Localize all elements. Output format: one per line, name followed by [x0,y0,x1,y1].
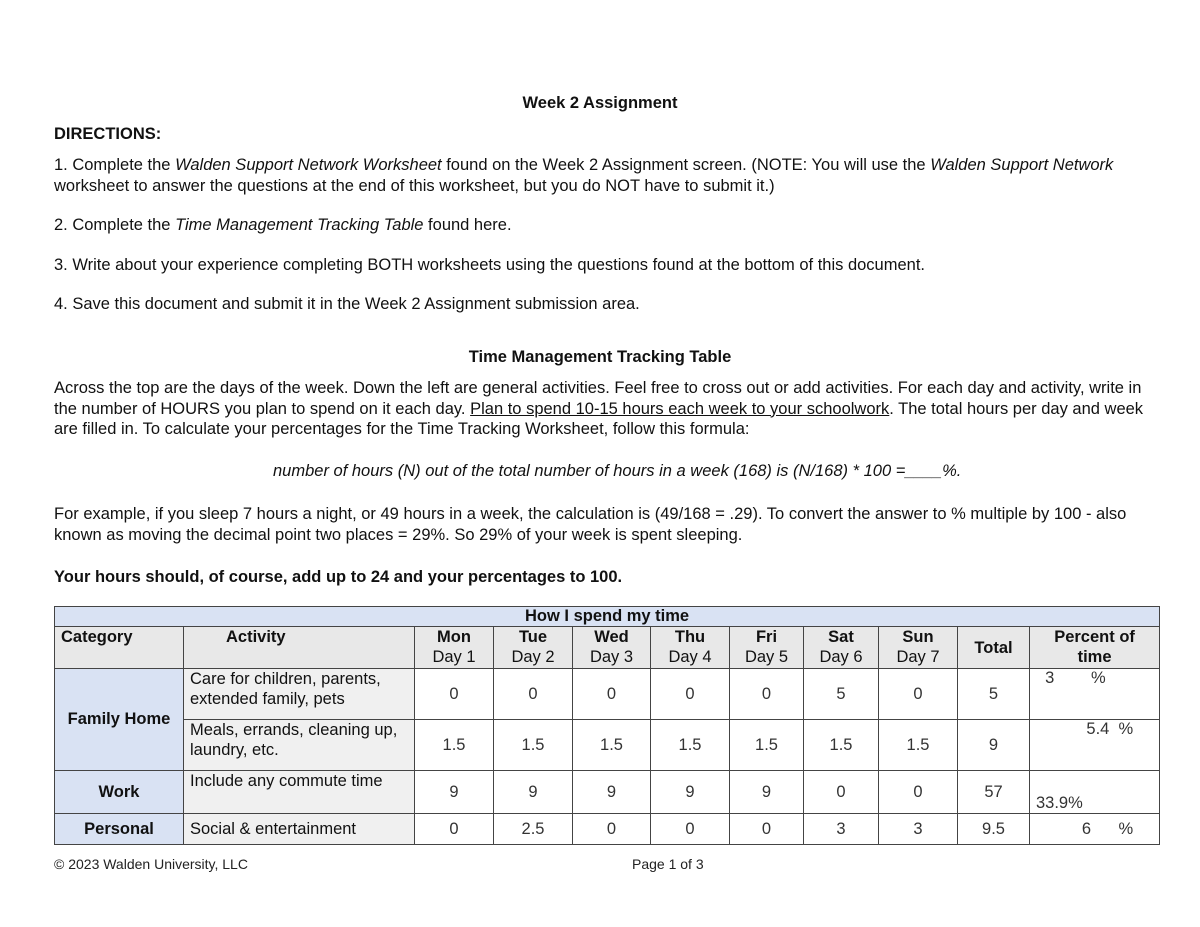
day-sub: Day 2 [511,648,555,666]
direction-1-text-a: 1. Complete the [54,156,176,174]
value-cell: 0 [573,814,651,845]
day-sub: Day 7 [896,648,940,666]
direction-2-table-name: Time Management Tracking Table [175,216,424,234]
direction-1-network-name: Walden Support Network [930,156,1114,174]
category-cell: Personal [55,814,184,845]
direction-1-worksheet-name: Walden Support Network Worksheet [175,156,442,174]
value-cell: 1.5 [730,720,804,771]
direction-4: 4. Save this document and submit it in the Week 2 Assignment submission area. [54,295,640,313]
value-cell: 1.5 [651,720,730,771]
example-paragraph: For example, if you sleep 7 hours a night, or 49 hours in a week, the calculation is (49/168 = .29). To convert the answer to % multiple by 100 - also known as moving the decimal point two places = 29%. So 29% of your week is spent sleeping. [54,505,1127,544]
direction-2-text-c: found here. [423,216,512,234]
activity-cell: Social & entertainment [184,814,415,845]
value-cell: 0 [879,771,958,814]
time-tracking-table [54,606,1160,845]
table-row [55,720,1160,771]
direction-2-text-a: 2. Complete the [54,216,176,234]
page-title: Week 2 Assignment [522,94,678,112]
value-cell: 1.5 [804,720,879,771]
col-day [415,627,494,669]
value-cell: 1.5 [494,720,573,771]
direction-1-text-c: found on the Week 2 Assignment screen. (NOTE: You will use the [441,156,931,174]
value-cell: 0 [415,669,494,720]
direction-3: 3. Write about your experience completing BOTH worksheets using the questions found at the bottom of this document. [54,256,926,274]
activity-cell: Meals, errands, cleaning up, laundry, etc. [184,720,415,771]
value-cell: 9 [730,771,804,814]
col-total: Total [958,627,1030,669]
day-sub: Day 3 [589,648,634,666]
value-cell: 0 [804,771,879,814]
direction-1-text-e: worksheet to answer the questions at the end of this worksheet, but you do NOT have to submit it.) [54,176,775,195]
day-sub: Day 5 [744,648,789,666]
percent-cell: 3 % [1030,669,1160,720]
directions-label: DIRECTIONS: [54,125,162,143]
value-cell: 0 [415,814,494,845]
value-cell: 3 [804,814,879,845]
percent-cell: 5.4 % [1030,720,1160,771]
col-day [804,627,879,669]
col-day [494,627,573,669]
table-row [55,771,1160,814]
day-name: Mon [437,628,471,646]
direction-2 [54,215,1144,236]
value-cell: 9 [651,771,730,814]
footer-copyright: © 2023 Walden University, LLC [54,856,248,872]
day-name: Tue [518,628,548,646]
day-name: Thu [674,628,706,646]
day-name: Sun [902,628,934,646]
table-row [55,669,1160,720]
value-cell: 0 [494,669,573,720]
day-name: Wed [594,628,629,646]
day-name: Fri [755,628,778,646]
col-percent: Percent of time [1030,627,1160,669]
intro-text-a: Across the top are the days of the week. Down the left are general activities. Feel free to cross out or add activities. For each day and activity, write in the number of HOURS you plan to spend on it each day. [54,379,1142,418]
percent-cell: 6 % [1030,814,1160,845]
section-title: Time Management Tracking Table [468,348,732,366]
day-name: Sat [828,628,854,646]
intro-text-b: . The total hours per day and week are filled in. To calculate your percentages for the Time Tracking Worksheet, follow this formula: [54,399,1144,438]
value-cell: 9 [573,771,651,814]
col-day [879,627,958,669]
total-cell: 57 [958,771,1030,814]
col-category: Category [55,627,184,669]
percent-cell: 33.9% [1030,771,1160,814]
value-cell: 0 [651,814,730,845]
category-cell: Family Home [55,669,184,771]
value-cell: 0 [573,669,651,720]
col-activity: Activity [184,627,415,669]
value-cell: 2.5 [494,814,573,845]
value-cell: 5 [804,669,879,720]
value-cell: 1.5 [573,720,651,771]
day-sub: Day 6 [819,648,863,666]
table-row [55,814,1160,845]
category-cell: Work [55,771,184,814]
table-caption: How I spend my time [55,607,1160,627]
total-cell: 5 [958,669,1030,720]
footer-page-number: Page 1 of 3 [632,856,704,872]
col-day [730,627,804,669]
value-cell: 9 [415,771,494,814]
value-cell: 0 [879,669,958,720]
activity-cell: Care for children, parents, extended family, pets [184,669,415,720]
col-day [573,627,651,669]
value-cell: 0 [730,669,804,720]
day-sub: Day 1 [432,648,476,666]
intro-paragraph [54,378,1144,440]
value-cell: 1.5 [415,720,494,771]
note: Your hours should, of course, add up to 24 and your percentages to 100. [54,568,623,586]
col-day [651,627,730,669]
value-cell: 9 [494,771,573,814]
value-cell: 1.5 [879,720,958,771]
activity-cell: Include any commute time [184,771,415,814]
value-cell: 0 [730,814,804,845]
value-cell: 0 [651,669,730,720]
total-cell: 9 [958,720,1030,771]
total-cell: 9.5 [958,814,1030,845]
direction-1 [54,155,1144,196]
value-cell: 3 [879,814,958,845]
intro-underlined: Plan to spend 10-15 hours each week to your schoolwork [470,399,890,418]
day-sub: Day 4 [668,648,712,666]
formula: number of hours (N) out of the total number of hours in a week (168) is (N/168) * 100 =____%. [273,462,962,480]
